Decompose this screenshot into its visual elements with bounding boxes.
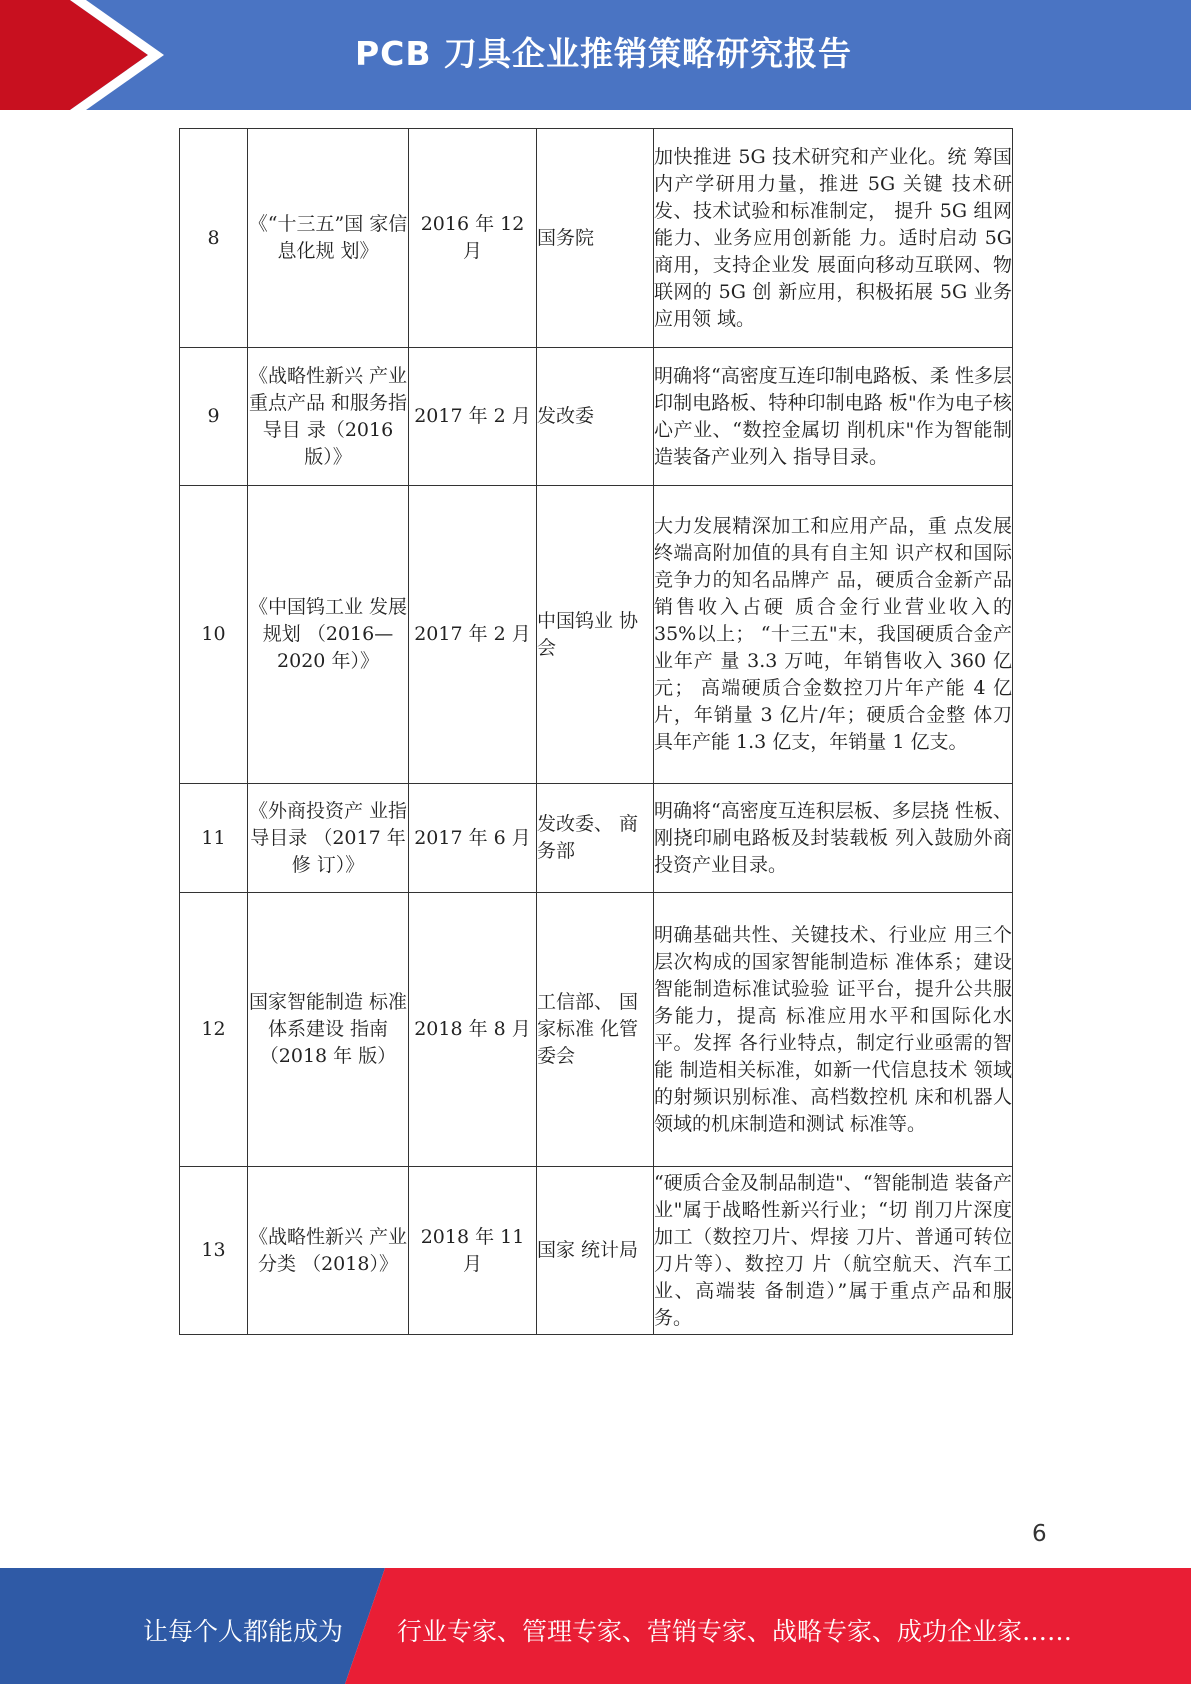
policy-table [179, 128, 1013, 1335]
issue-date: 2017 年 6 月 [409, 784, 537, 893]
page-number: 6 [1032, 1521, 1047, 1547]
issue-date: 2018 年 11 月 [409, 1167, 537, 1335]
row-number: 13 [180, 1167, 248, 1335]
policy-content: 明确将“高密度互连印制电路板、柔 性多层印制电路板、特种印制电路 板"作为电子核心产业、“数控金属切 削机床"作为智能制造装备产业列入 指导目录。 [654, 348, 1013, 486]
policy-name: 《战略性新兴 产业分类 （2018）》 [248, 1167, 409, 1335]
footer-slogan-right: 行业专家、管理专家、营销专家、战略专家、成功企业家…… [397, 1617, 1073, 1646]
policy-name: 《外商投资产 业指导目录 （2017 年修 订）》 [248, 784, 409, 893]
issue-date: 2017 年 2 月 [409, 348, 537, 486]
policy-content: “硬质合金及制品制造"、“智能制造 装备产业"属于战略性新兴行业；“切 削刀片深度加工（数控刀片、焊接 刀片、普通可转位刀片等）、数控刀 片（航空航天、汽车工业、高端装 备制造）”属于重点产品和服务。 [654, 1167, 1013, 1335]
policy-content: 明确将“高密度互连积层板、多层挠 性板、刚挠印刷电路板及封装载板 列入鼓励外商投资产业目录。 [654, 784, 1013, 893]
issuing-agency: 发改委、 商务部 [537, 784, 654, 893]
report-title: PCB 刀具企业推销策略研究报告 [355, 34, 853, 73]
issuing-agency: 工信部、 国家标准 化管委会 [537, 893, 654, 1167]
table-row [180, 486, 1013, 784]
policy-content: 大力发展精深加工和应用产品，重 点发展终端高附加值的具有自主知 识产权和国际竞争力的知名品牌产 品，硬质合金新产品销售收入占硬 质合金行业营业收入的 35%以上； “十三五"末，我国硬质合金产业年产 量 3.3 万吨，年销售收入 360 亿元； 高端硬质合金数控刀片年产能 4 亿 片，年销量 3 亿片/年；硬质合金整 体刀具年产能 1.3 亿支，年销量 1 亿支。 [654, 486, 1013, 784]
issue-date: 2016 年 12 月 [409, 129, 537, 348]
table-row [180, 893, 1013, 1167]
policy-name: 《战略性新兴 产业重点产品 和服务指导目 录（2016 版）》 [248, 348, 409, 486]
table-row [180, 129, 1013, 348]
row-number: 11 [180, 784, 248, 893]
footer-slogan-left: 让每个人都能成为 [143, 1617, 344, 1646]
row-number: 9 [180, 348, 248, 486]
table-row [180, 348, 1013, 486]
issue-date: 2018 年 8 月 [409, 893, 537, 1167]
table-row [180, 784, 1013, 893]
policy-content: 明确基础共性、关键技术、行业应 用三个层次构成的国家智能制造标 准体系；建设智能制造标准试验验 证平台，提升公共服务能力，提高 标准应用水平和国际化水平。发挥 各行业特点，制定行业亟需的智能 制造相关标准，如新一代信息技术 领域的射频识别标准、高档数控机 床和机器人领域的机床制造和测试 标准等。 [654, 893, 1013, 1167]
policy-content: 加快推进 5G 技术研究和产业化。统 筹国内产学研用力量，推进 5G 关键 技术研发、技术试验和标准制定， 提升 5G 组网能力、业务应用创新能 力。适时启动 5G 商用，支持企业发 展面向移动互联网、物联网的 5G 创 新应用，积极拓展 5G 业务应用领 域。 [654, 129, 1013, 348]
issue-date: 2017 年 2 月 [409, 486, 537, 784]
issuing-agency: 国务院 [537, 129, 654, 348]
table-row [180, 1167, 1013, 1335]
row-number: 8 [180, 129, 248, 348]
issuing-agency: 国家 统计局 [537, 1167, 654, 1335]
issuing-agency: 中国钨业 协会 [537, 486, 654, 784]
policy-name: 国家智能制造 标准体系建设 指南（2018 年 版） [248, 893, 409, 1167]
policy-name: 《中国钨工业 发展规划 （2016—2020 年）》 [248, 486, 409, 784]
row-number: 10 [180, 486, 248, 784]
issuing-agency: 发改委 [537, 348, 654, 486]
policy-name: 《“十三五”国 家信息化规 划》 [248, 129, 409, 348]
page-footer [0, 1568, 1191, 1684]
row-number: 12 [180, 893, 248, 1167]
page-header [0, 0, 1191, 110]
